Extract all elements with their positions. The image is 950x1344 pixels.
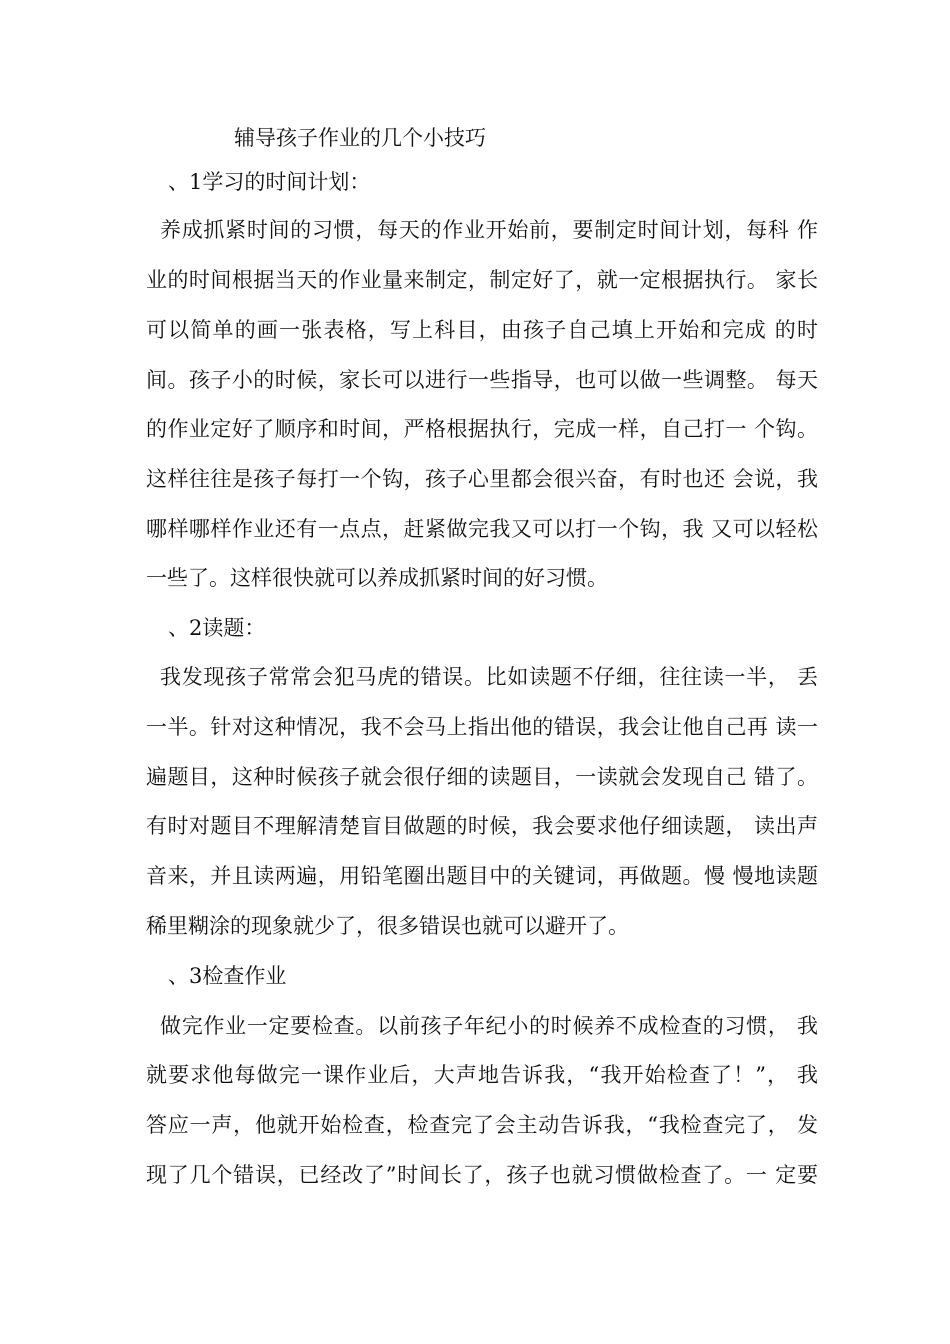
paragraph-line: 间。孩子小的时候，家长可以进行一些指导，也可以做一些调整。 每天 xyxy=(146,368,818,392)
section-heading-1: 、1学习的时间计划： xyxy=(168,170,371,194)
paragraph-line: 一半。针对这种情况，我不会马上指出他的错误，我会让他自己再 读一 xyxy=(146,715,818,739)
paragraph-line: 就要求他每做完一课作业后，大声地告诉我，“我开始检查了！”， 我 xyxy=(146,1063,818,1087)
paragraph-line: 一些了。这样很快就可以养成抓紧时间的好习惯。 xyxy=(146,566,608,590)
paragraph-line: 做完作业一定要检查。以前孩子年纪小的时候养不成检查的习惯， 我 xyxy=(160,1014,818,1038)
paragraph-line: 遍题目，这种时候孩子就会很仔细的读题目，一读就会发现自己 错了。 xyxy=(146,765,818,789)
section-heading-3: 、3检查作业 xyxy=(168,964,287,988)
paragraph-line: 稀里糊涂的现象就少了，很多错误也就可以避开了。 xyxy=(146,914,629,938)
paragraph-line: 的作业定好了顺序和时间，严格根据执行，完成一样，自己打一 个钩。 xyxy=(146,417,818,441)
paragraph-line: 这样往往是孩子每打一个钩，孩子心里都会很兴奋，有时也还 会说，我 xyxy=(146,467,818,491)
paragraph-line: 可以简单的画一张表格，写上科目，由孩子自己填上开始和完成 的时 xyxy=(146,318,818,342)
paragraph-line: 音来，并且读两遍，用铅笔圈出题目中的关键词，再做题。慢 慢地读题 xyxy=(146,864,818,888)
section-heading-2: 、2读题： xyxy=(168,616,266,640)
paragraph-line: 养成抓紧时间的习惯，每天的作业开始前，要制定时间计划，每科 作 xyxy=(160,218,818,242)
paragraph-line: 答应一声，他就开始检查，检查完了会主动告诉我，“我检查完了， 发 xyxy=(146,1113,818,1137)
paragraph-line: 我发现孩子常常会犯马虎的错误。比如读题不仔细，往往读一半， 丢 xyxy=(160,665,818,689)
paragraph-line: 哪样哪样作业还有一点点，赶紧做完我又可以打一个钩，我 又可以轻松 xyxy=(146,517,818,541)
paragraph-line: 业的时间根据当天的作业量来制定，制定好了，就一定根据执行。 家长 xyxy=(146,268,818,292)
paragraph-line: 有时对题目不理解清楚盲目做题的时候，我会要求他仔细读题， 读出声 xyxy=(146,814,818,838)
paragraph-line: 现了几个错误，已经改了”时间长了，孩子也就习惯做检查了。一 定要 xyxy=(146,1163,818,1187)
document-title: 辅导孩子作业的几个小技巧 xyxy=(234,126,486,150)
